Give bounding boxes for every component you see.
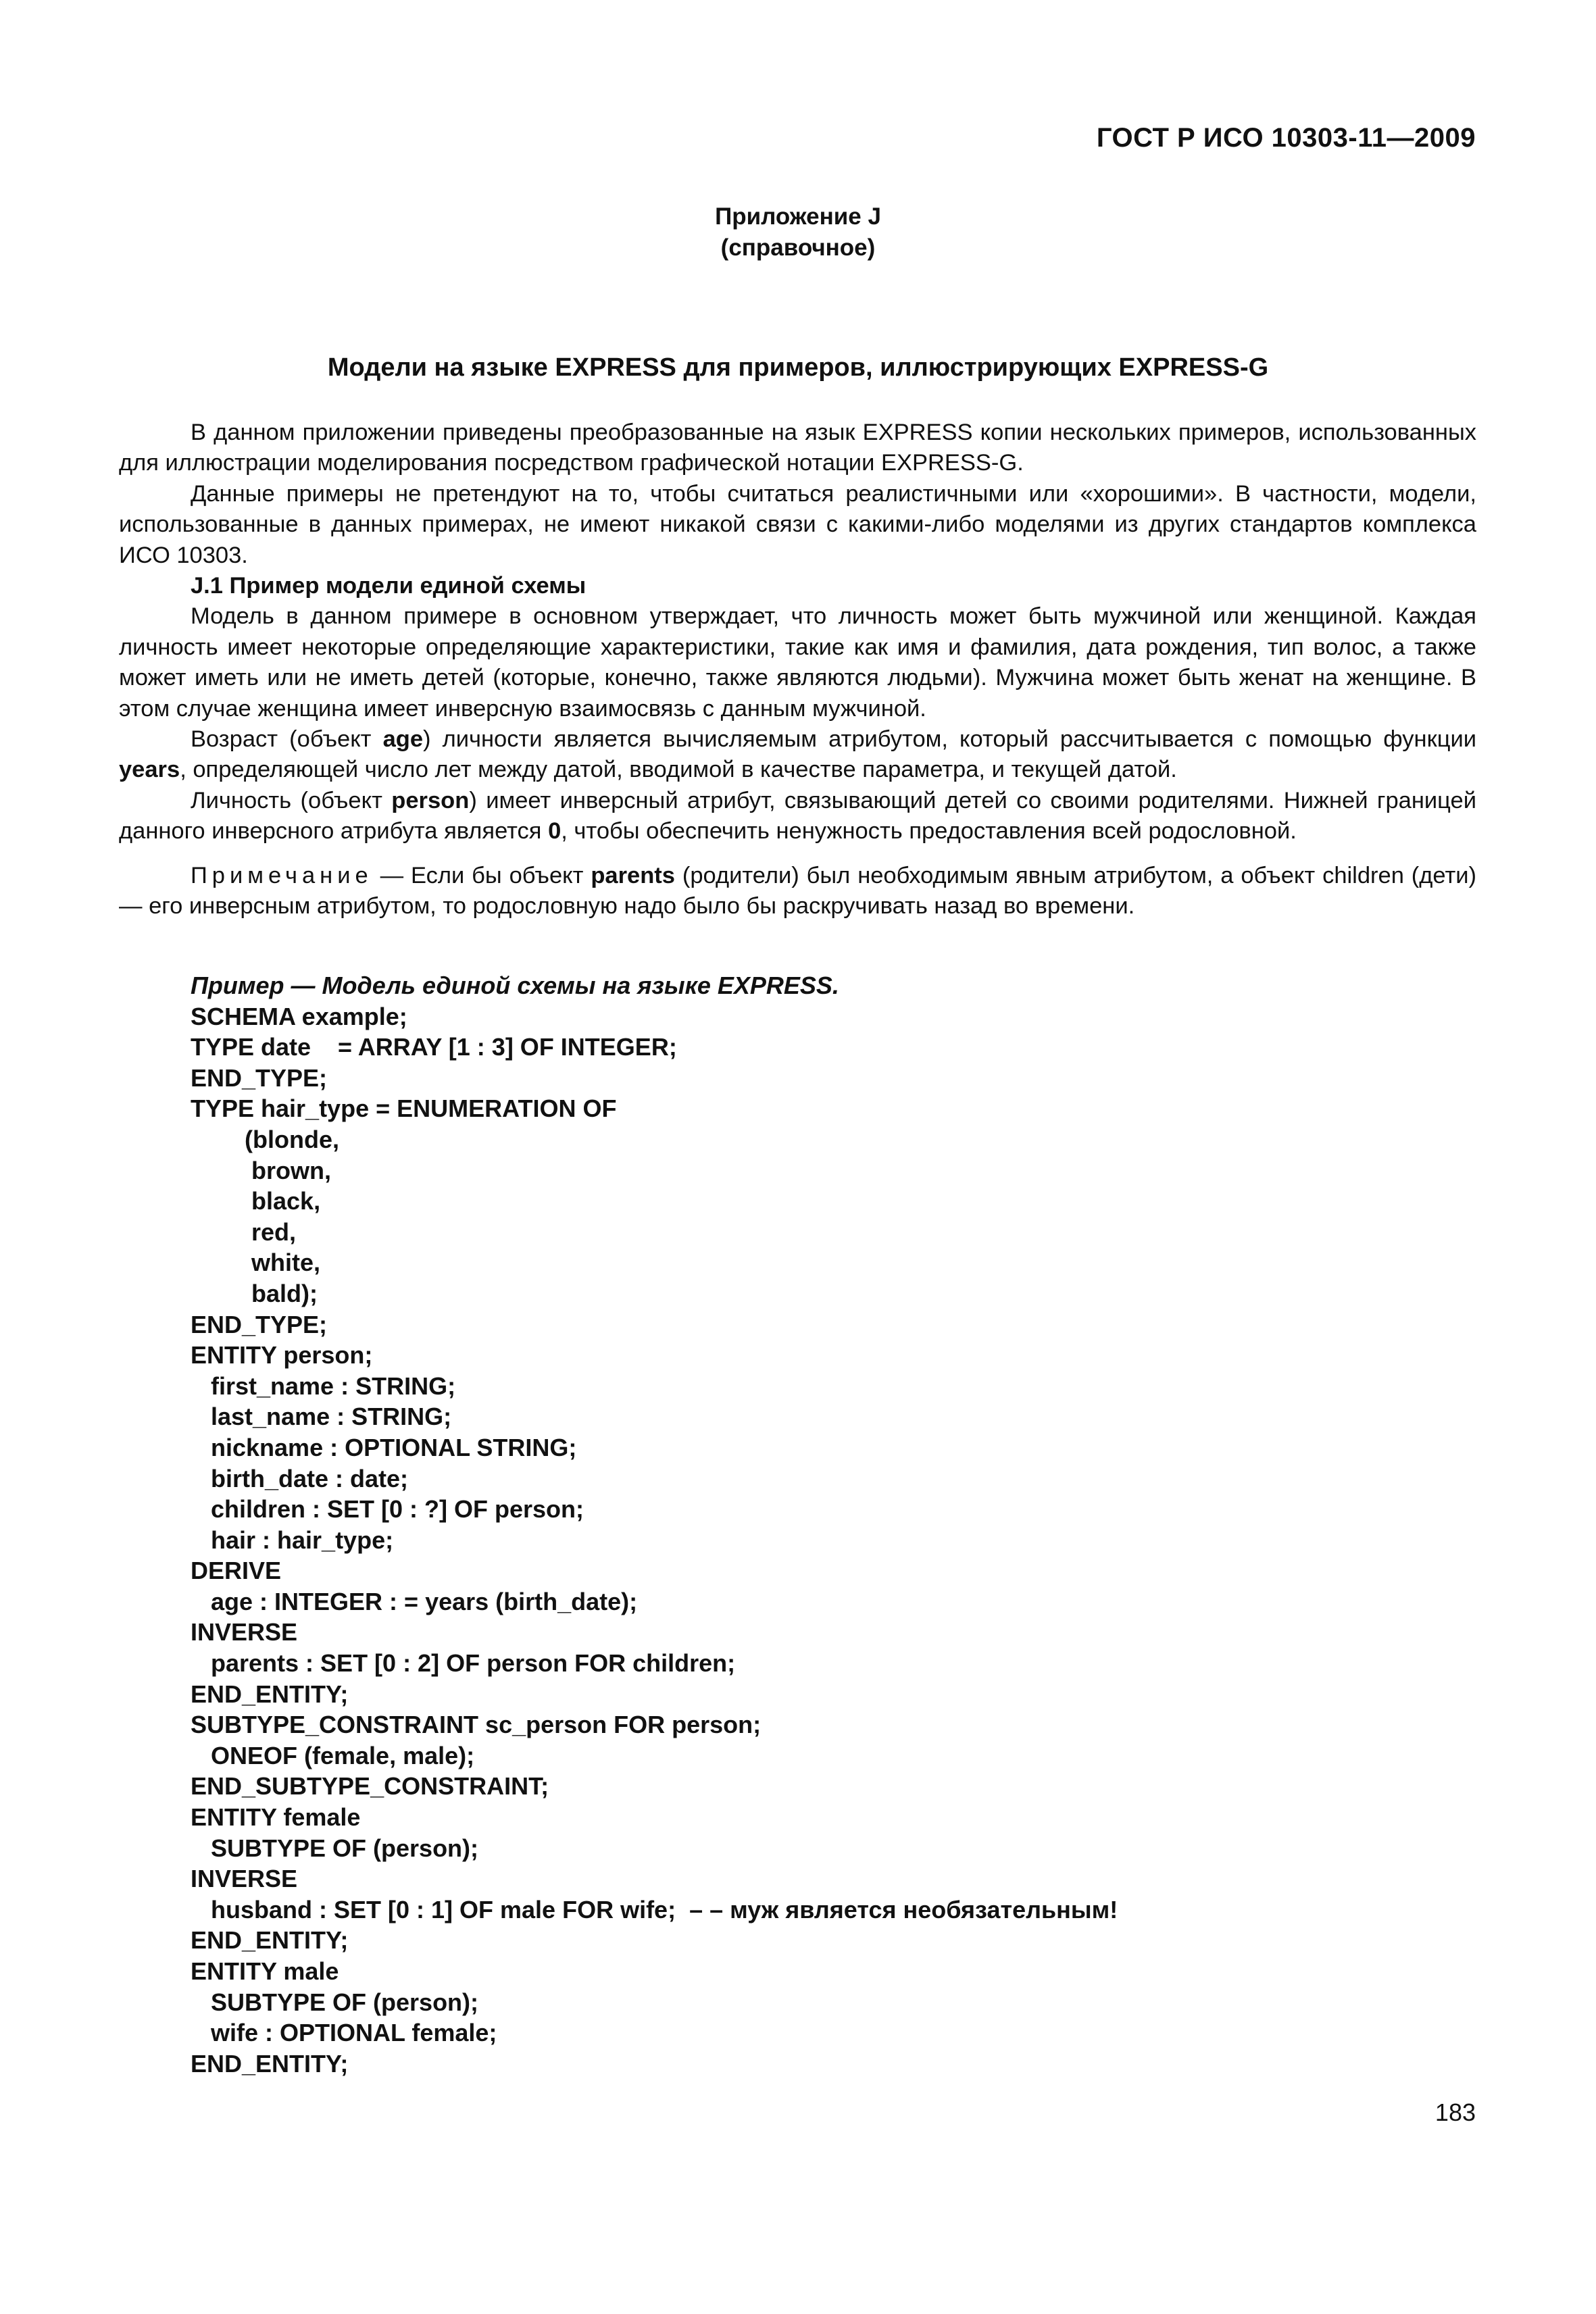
code-line: white, — [191, 1249, 321, 1277]
standard-header: ГОСТ Р ИСО 10303-11—2009 — [1096, 123, 1476, 153]
annex-heading — [0, 201, 1596, 263]
code-line: birth_date : date; — [191, 1464, 409, 1492]
code-line: DERIVE — [191, 1557, 282, 1585]
code-line: END_ENTITY; — [191, 1680, 349, 1708]
code-line: SUBTYPE OF (person); — [191, 1988, 479, 2016]
code-line: TYPE hair_type = ENUMERATION OF — [191, 1095, 617, 1123]
person-paragraph — [119, 786, 1476, 847]
code-line: END_ENTITY; — [191, 1926, 349, 1955]
code-line: parents : SET [0 : 2] OF person FOR children; — [191, 1649, 736, 1678]
code-line: children : SET [0 : ?] OF person; — [191, 1495, 584, 1524]
code-line: hair : hair_type; — [191, 1526, 394, 1554]
code-line: END_SUBTYPE_CONSTRAINT; — [191, 1772, 549, 1801]
person-term: person — [391, 787, 470, 813]
code-line: SUBTYPE_CONSTRAINT sc_person FOR person; — [191, 1711, 762, 1739]
code-line: INVERSE — [191, 1865, 298, 1893]
code-line: SCHEMA example; — [191, 1002, 407, 1030]
code-line: END_TYPE; — [191, 1063, 328, 1092]
note-paragraph — [119, 861, 1476, 922]
code-block — [191, 1001, 1474, 2080]
section-heading: J.1 Пример модели единой схемы — [191, 573, 587, 599]
person-text-3: , чтобы обеспечить ненужность предоставления всей родословной. — [561, 818, 1297, 845]
code-line: husband : SET [0 : 1] OF male FOR wife; – – муж является необязательным! — [191, 1895, 1118, 1923]
code-line: brown, — [191, 1156, 332, 1184]
age-text-2: ) личности является вычисляемым атрибутом, который рассчитывается с помощью функции — [423, 726, 1476, 753]
note-text-1: — Если бы объект — [372, 862, 591, 888]
age-term: age — [382, 726, 424, 753]
code-line: (blonde, — [191, 1125, 339, 1153]
code-line: ENTITY person; — [191, 1341, 373, 1369]
code-line: black, — [191, 1187, 321, 1215]
person-text-1: Личность (объект — [191, 787, 392, 813]
express-example — [191, 970, 1474, 2079]
code-line: last_name : STRING; — [191, 1403, 452, 1431]
body-text — [119, 418, 1476, 922]
code-line: SUBTYPE OF (person); — [191, 1834, 479, 1862]
code-line: END_TYPE; — [191, 1310, 328, 1338]
age-text-1: Возраст (объект — [191, 726, 383, 753]
zero-term: 0 — [548, 818, 562, 845]
disclaimer-paragraph: Данные примеры не претендуют на то, чтобы считаться реалистичными или «хорошими». В частности, модели, использованные в данных примерах, не имеют никакой связи с какими-либо моделями из других стандартов комплекса ИСО 10303. — [119, 480, 1476, 568]
code-line: TYPE date = ARRAY [1 : 3] OF INTEGER; — [191, 1033, 677, 1061]
annex-type: (справочное) — [720, 234, 876, 261]
model-description-paragraph: Модель в данном примере в основном утверждает, что личность может быть мужчиной или женщиной. Каждая личность имеет некоторые определяющие характеристики, такие как имя и фамилия, дата рождения, тип волос, а также может иметь или не иметь детей (которые, конечно, также являются людьми). Мужчина может быть женат на женщине. В этом случае женщина имеет инверсную взаимосвязь с данным мужчиной. — [119, 603, 1476, 722]
age-text-3: , определяющей число лет между датой, вводимой в качестве параметра, и текущей датой. — [180, 757, 1177, 783]
parents-term: parents — [591, 862, 675, 888]
annex-title: Модели на языке EXPRESS для примеров, иллюстрирующих EXPRESS-G — [327, 353, 1269, 382]
person-text-2: ) имеет инверсный атрибут, связывающий детей со своими родителями. Нижней границей данного инверсного атрибута является — [119, 787, 1476, 845]
note-label: Примечание — [191, 862, 373, 888]
code-line: ENTITY female — [191, 1803, 361, 1832]
code-line: nickname : OPTIONAL STRING; — [191, 1433, 577, 1461]
annex-label: Приложение J — [715, 203, 881, 230]
code-line: red, — [191, 1217, 297, 1246]
code-line: wife : OPTIONAL female; — [191, 2019, 497, 2047]
code-line: INVERSE — [191, 1618, 298, 1646]
code-line: ONEOF (female, male); — [191, 1741, 475, 1769]
code-line: ENTITY male — [191, 1957, 339, 1985]
code-line: bald); — [191, 1279, 318, 1307]
age-paragraph — [119, 724, 1476, 786]
code-line: END_ENTITY; — [191, 2049, 349, 2078]
page-number: 183 — [1435, 2098, 1476, 2126]
code-line: age : INTEGER : = years (birth_date); — [191, 1587, 638, 1615]
intro-paragraph: В данном приложении приведены преобразованные на язык EXPRESS копии нескольких примеров, использованных для иллюстрации моделирования посредством графической нотации EXPRESS-G. — [119, 420, 1476, 476]
example-caption: Пример — Модель единой схемы на языке EXPRESS. — [191, 972, 839, 999]
note-text-2: (родители) был необходимым явным атрибутом, а объект children (дети) — его инверсным атрибутом, то родословную надо было бы раскручивать назад во времени. — [119, 862, 1477, 920]
code-line: first_name : STRING; — [191, 1372, 456, 1400]
years-term: years — [119, 757, 180, 783]
